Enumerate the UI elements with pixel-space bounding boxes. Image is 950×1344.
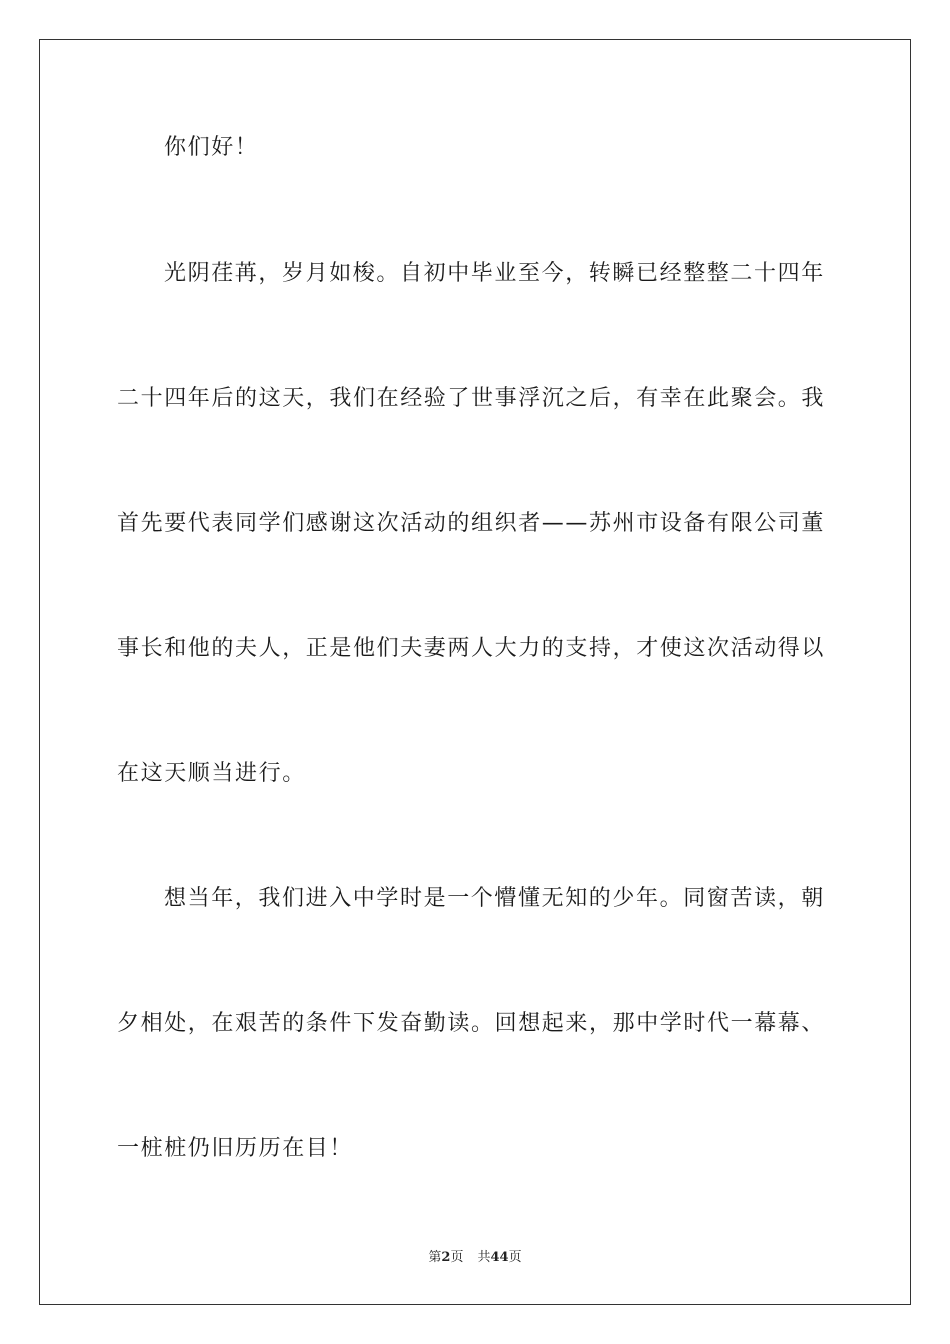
page-suffix: 页 xyxy=(450,1250,464,1265)
page-frame xyxy=(39,39,911,1305)
paragraph-1-line-2: 二十四年后的这天，我们在经验了世事浮沉之后，有幸在此聚会。我 xyxy=(117,386,826,411)
paragraph-1-line-3: 首先要代表同学们感谢这次活动的组织者——苏州市设备有限公司董 xyxy=(117,511,826,536)
greeting-line: 你们好！ xyxy=(164,135,259,160)
total-prefix: 共 xyxy=(477,1250,491,1265)
paragraph-2-line-2: 夕相处，在艰苦的条件下发奋勤读。回想起来，那中学时代一幕幕、 xyxy=(117,1011,826,1036)
paragraph-1-line-1: 光阴荏苒，岁月如梭。自初中毕业至今，转瞬已经整整二十四年 xyxy=(164,261,825,286)
page-number: 2 xyxy=(441,1250,451,1265)
total-suffix: 页 xyxy=(508,1250,522,1265)
paragraph-2-line-1: 想当年，我们进入中学时是一个懵懂无知的少年。同窗苦读，朝 xyxy=(164,886,825,911)
paragraph-2-line-3: 一桩桩仍旧历历在目！ xyxy=(117,1136,354,1161)
page-footer xyxy=(0,1249,950,1267)
paragraph-1-line-4: 事长和他的夫人，正是他们夫妻两人大力的支持，才使这次活动得以 xyxy=(117,636,826,661)
paragraph-1-line-5: 在这天顺当进行。 xyxy=(117,761,306,786)
page-prefix: 第 xyxy=(428,1250,442,1265)
total-pages: 44 xyxy=(490,1250,509,1265)
